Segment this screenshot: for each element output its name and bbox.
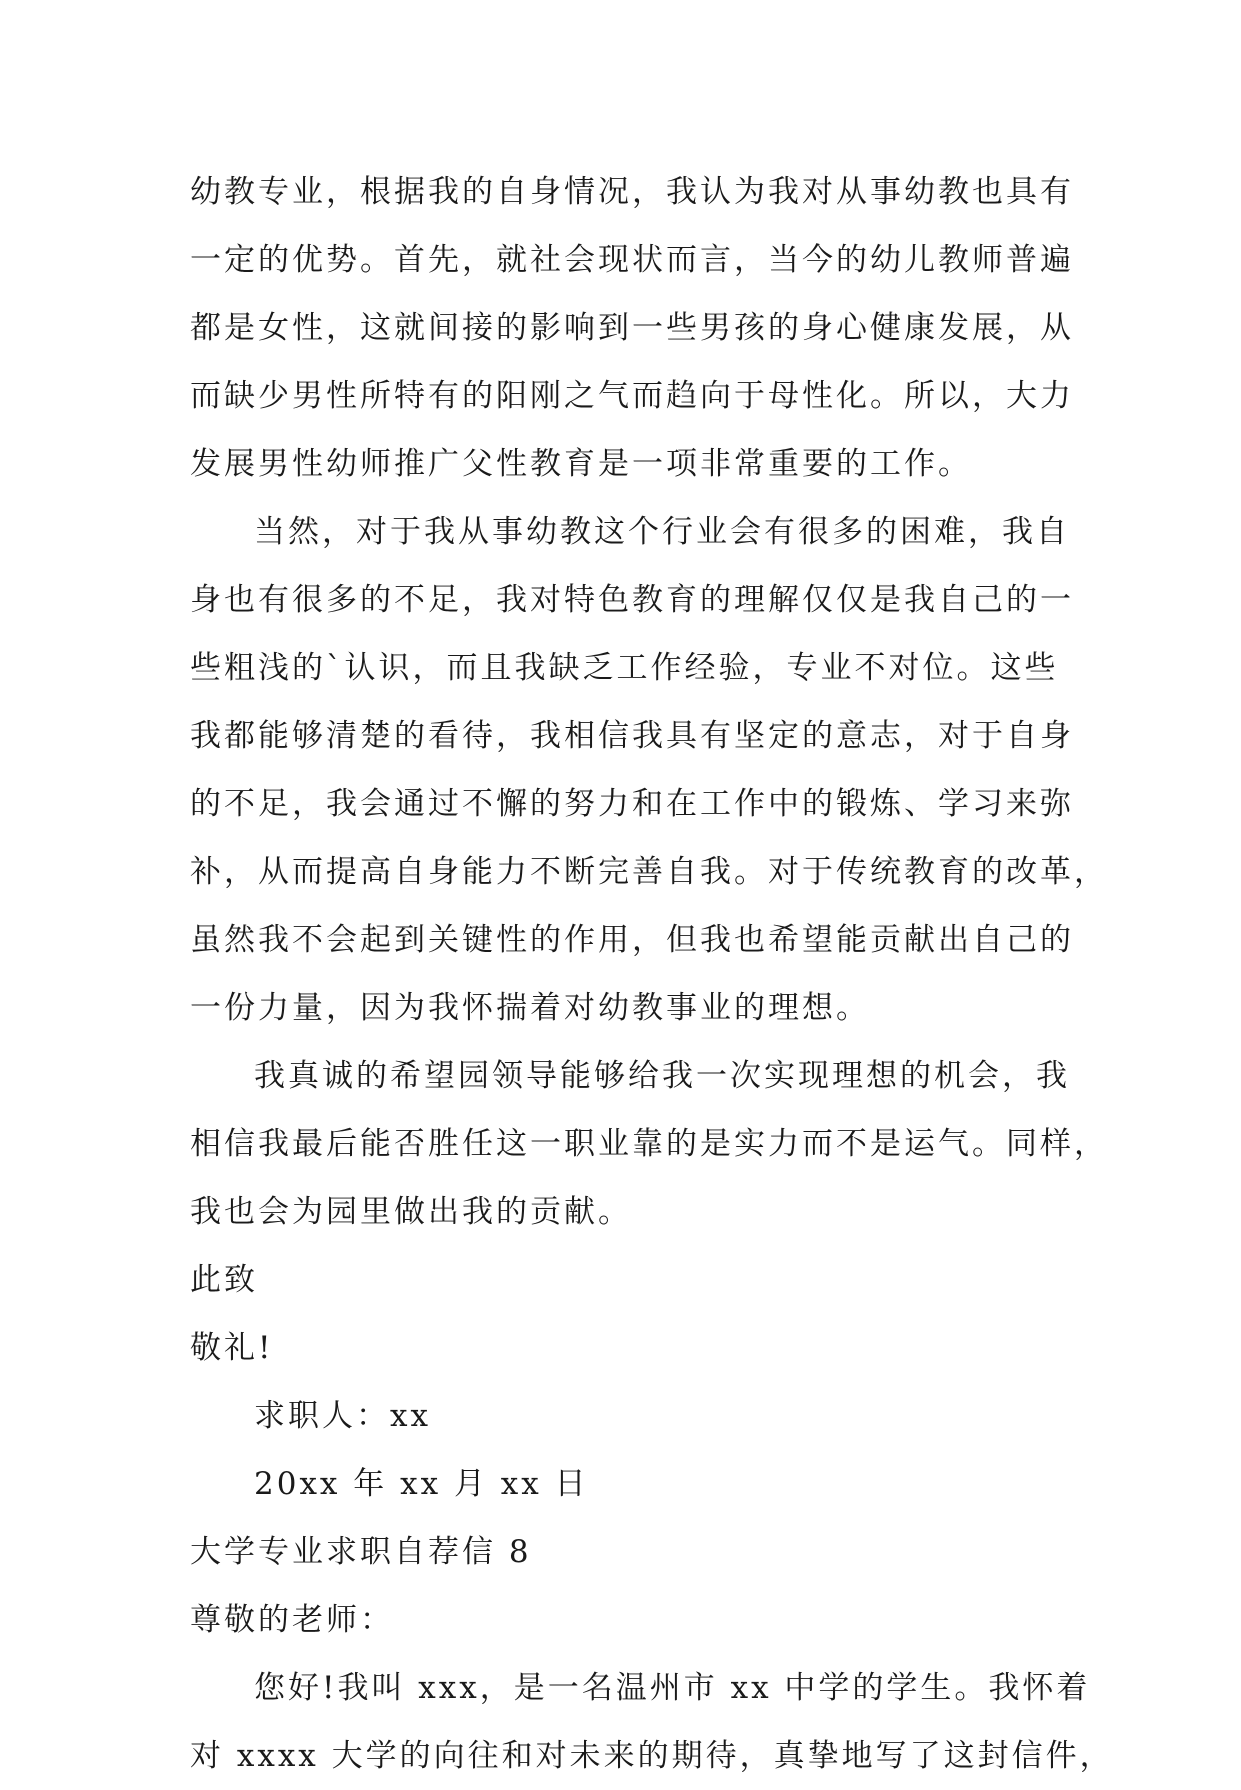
- text-line: 求职人：xx: [254, 1398, 431, 1434]
- text-line: 都是女性，这就间接的影响到一些男孩的身心健康发展，从: [190, 310, 1074, 346]
- text-line: 身也有很多的不足，我对特色教育的理解仅仅是我自己的一: [190, 582, 1074, 618]
- text-line: 我真诚的希望园领导能够给我一次实现理想的机会，我: [254, 1058, 1070, 1094]
- text-line: 一定的优势。首先，就社会现状而言，当今的幼儿教师普遍: [190, 242, 1074, 278]
- text-line: 当然，对于我从事幼教这个行业会有很多的困难，我自: [254, 514, 1070, 550]
- text-line: 我都能够清楚的看待，我相信我具有坚定的意志，对于自身: [190, 718, 1074, 754]
- text-line: 相信我最后能否胜任这一职业靠的是实力而不是运气。同样，: [190, 1126, 1108, 1162]
- text-line: 对 xxxx 大学的向往和对未来的期待，真挚地写了这封信件，: [190, 1738, 1114, 1774]
- text-line: 补，从而提高自身能力不断完善自我。对于传统教育的改革，: [190, 854, 1108, 890]
- text-line: 20xx 年 xx 月 xx 日: [254, 1466, 589, 1502]
- text-line: 些粗浅的`认识，而且我缺乏工作经验，专业不对位。这些: [190, 650, 1059, 686]
- text-line: 一份力量，因为我怀揣着对幼教事业的理想。: [190, 990, 870, 1026]
- text-line: 发展男性幼师推广父性教育是一项非常重要的工作。: [190, 446, 972, 482]
- text-line: 尊敬的老师：: [190, 1602, 394, 1638]
- text-line: 大学专业求职自荐信 8: [190, 1534, 532, 1570]
- text-line: 我也会为园里做出我的贡献。: [190, 1194, 632, 1230]
- text-line: 敬礼!: [190, 1330, 274, 1366]
- text-line: 的不足，我会通过不懈的努力和在工作中的锻炼、学习来弥: [190, 786, 1074, 822]
- document-page: [190, 158, 1114, 1790]
- text-line: 您好!我叫 xxx，是一名温州市 xx 中学的学生。我怀着: [254, 1670, 1091, 1706]
- text-line: 幼教专业，根据我的自身情况，我认为我对从事幼教也具有: [190, 174, 1074, 210]
- text-line: 虽然我不会起到关键性的作用，但我也希望能贡献出自己的: [190, 922, 1074, 958]
- text-line: 而缺少男性所特有的阳刚之气而趋向于母性化。所以，大力: [190, 378, 1074, 414]
- text-line: 此致: [190, 1262, 258, 1298]
